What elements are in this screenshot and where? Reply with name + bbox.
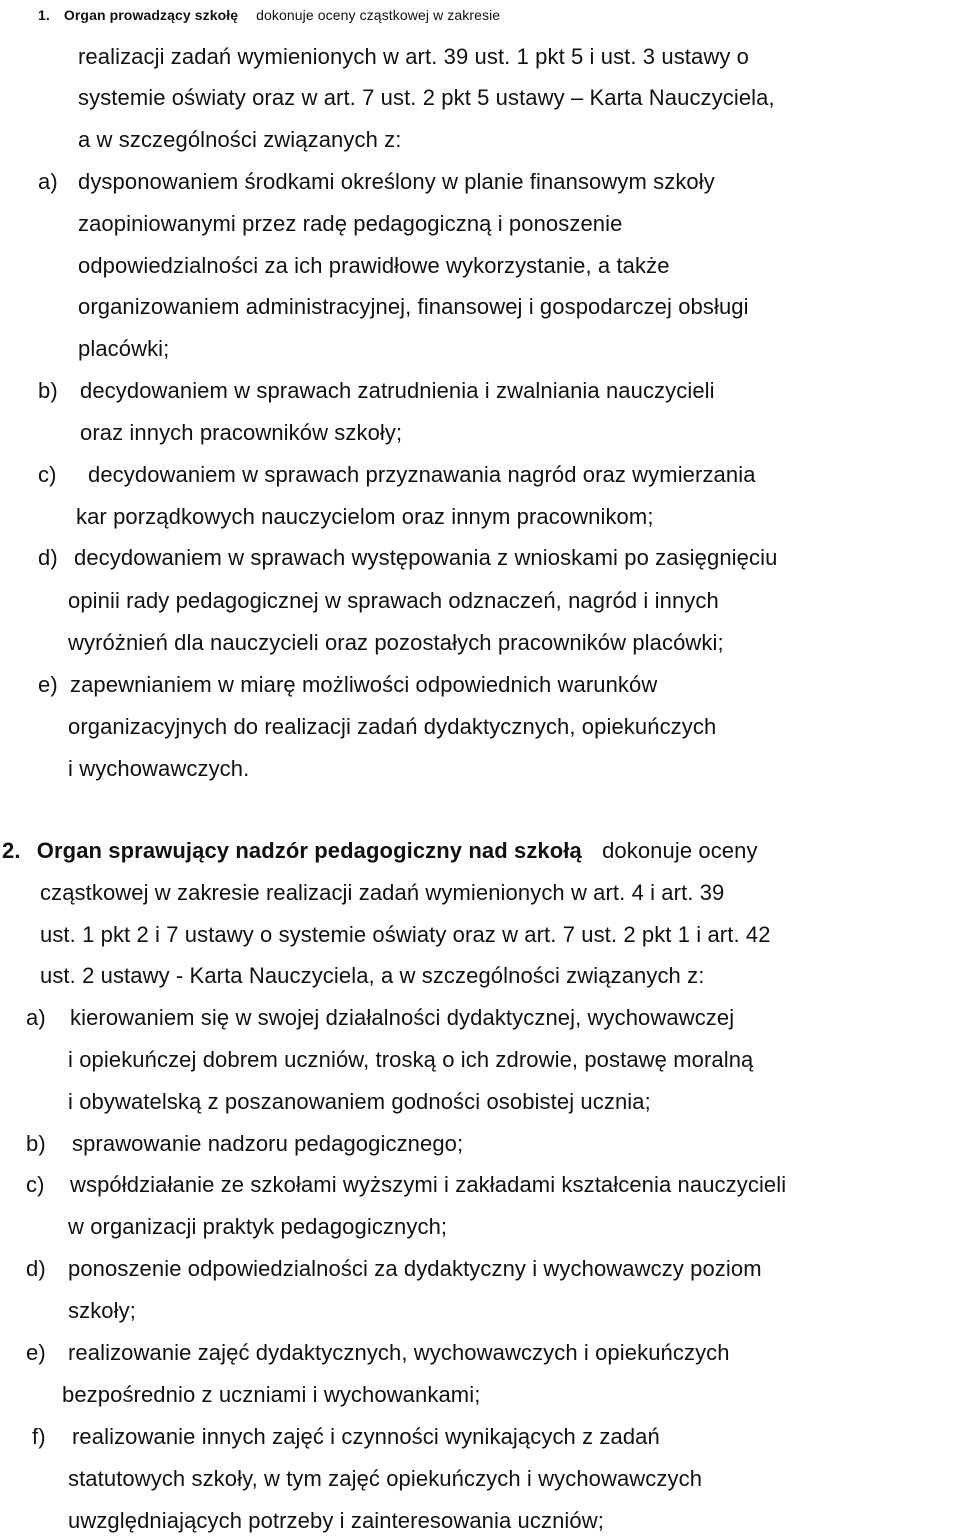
section-2-intro-line: ust. 2 ustawy - Karta Nauczyciela, a w szczególności związanych z:	[40, 963, 705, 988]
list-item-line: współdziałanie ze szkołami wyższymi i zakładami kształcenia nauczycieli	[70, 1172, 787, 1197]
list-item-line: opinii rady pedagogicznej w sprawach odznaczeń, nagród i innych	[68, 588, 719, 613]
list-item-line: i obywatelską z poszanowaniem godności osobistej ucznia;	[68, 1089, 651, 1114]
list-item-line: realizowanie zajęć dydaktycznych, wychowawczych i opiekuńczych	[68, 1340, 730, 1365]
section-1-intro-rest: dokonuje oceny cząstkowej w zakresie	[256, 7, 501, 23]
list-item-line: decydowaniem w sprawach występowania z wnioskami po zasięgnięciu	[74, 545, 778, 570]
section-1-intro-line: systemie oświaty oraz w art. 7 ust. 2 pkt 5 ustawy – Karta Nauczyciela,	[78, 85, 775, 110]
list-item-marker: c)	[38, 462, 57, 487]
list-item-line: zaopiniowanymi przez radę pedagogiczną i ponoszenie	[78, 211, 623, 236]
section-1-bold-lead: Organ prowadzący szkołę	[63, 7, 239, 23]
list-item-line: realizowanie innych zajęć i czynności wynikających z zadań	[72, 1424, 660, 1449]
list-item-line: organizowaniem administracyjnej, finansowej i gospodarczej obsługi	[78, 294, 749, 319]
list-item-line: i wychowawczych.	[68, 756, 250, 781]
list-item-line: kierowaniem się w swojej działalności dydaktycznej, wychowawczej	[70, 1005, 735, 1030]
section-2-intro-line: ust. 1 pkt 2 i 7 ustawy o systemie oświaty oraz w art. 7 ust. 2 pkt 1 i art. 42	[40, 922, 771, 947]
list-item-line: dysponowaniem środkami określony w planie finansowym szkoły	[78, 169, 715, 194]
list-item-marker: f)	[32, 1424, 46, 1449]
section-2-first-line	[2, 838, 952, 864]
list-item-line: decydowaniem w sprawach przyznawania nagród oraz wymierzania	[88, 462, 756, 487]
list-item-line: kar porządkowych nauczycielom oraz innym pracownikom;	[76, 504, 654, 529]
section-2-intro-rest: dokonuje oceny	[602, 838, 758, 863]
list-item-marker: a)	[26, 1005, 46, 1030]
section-1-intro-line: realizacji zadań wymienionych w art. 39 ust. 1 pkt 5 i ust. 3 ustawy o	[78, 44, 749, 69]
list-item-marker: c)	[26, 1172, 45, 1197]
list-item-line: uwzględniających potrzeby i zainteresowania uczniów;	[68, 1508, 604, 1533]
section-1-first-line	[38, 2, 958, 28]
list-item-line: oraz innych pracowników szkoły;	[80, 420, 403, 445]
list-item-line: placówki;	[78, 336, 170, 361]
list-item-line: sprawowanie nadzoru pedagogicznego;	[72, 1131, 464, 1156]
list-item-line: ponoszenie odpowiedzialności za dydaktyczny i wychowawczy poziom	[68, 1256, 762, 1281]
list-item-line: w organizacji praktyk pedagogicznych;	[68, 1214, 448, 1239]
list-item-line: zapewnianiem w miarę możliwości odpowiednich warunków	[70, 672, 658, 697]
list-item-line: wyróżnień dla nauczycieli oraz pozostałych pracowników placówki;	[68, 630, 724, 655]
list-item-line: szkoły;	[68, 1298, 136, 1323]
list-item-marker: a)	[38, 169, 58, 194]
list-item-line: bezpośrednio z uczniami i wychowankami;	[62, 1382, 481, 1407]
list-item-marker: d)	[38, 545, 58, 570]
list-item-marker: b)	[38, 378, 58, 403]
list-item-line: odpowiedzialności za ich prawidłowe wykorzystanie, a także	[78, 253, 670, 278]
section-2-number: 2.	[2, 838, 21, 863]
list-item-marker: b)	[26, 1131, 46, 1156]
list-item-line: statutowych szkoły, w tym zajęć opiekuńczych i wychowawczych	[68, 1466, 703, 1491]
list-item-marker: e)	[26, 1340, 46, 1365]
list-item-line: decydowaniem w sprawach zatrudnienia i zwalniania nauczycieli	[80, 378, 715, 403]
section-1-intro-line: a w szczególności związanych z:	[78, 127, 402, 152]
list-item-marker: d)	[26, 1256, 46, 1281]
section-2-intro-line: cząstkowej w zakresie realizacji zadań wymienionych w art. 4 i art. 39	[40, 880, 725, 905]
list-item-line: organizacyjnych do realizacji zadań dydaktycznych, opiekuńczych	[68, 714, 717, 739]
list-item-line: i opiekuńczej dobrem uczniów, troską o ich zdrowie, postawę moralną	[68, 1047, 754, 1072]
list-item-marker: e)	[38, 672, 58, 697]
section-2-bold-lead: Organ sprawujący nadzór pedagogiczny nad szkołą	[36, 838, 582, 863]
section-1-number: 1.	[38, 7, 50, 23]
